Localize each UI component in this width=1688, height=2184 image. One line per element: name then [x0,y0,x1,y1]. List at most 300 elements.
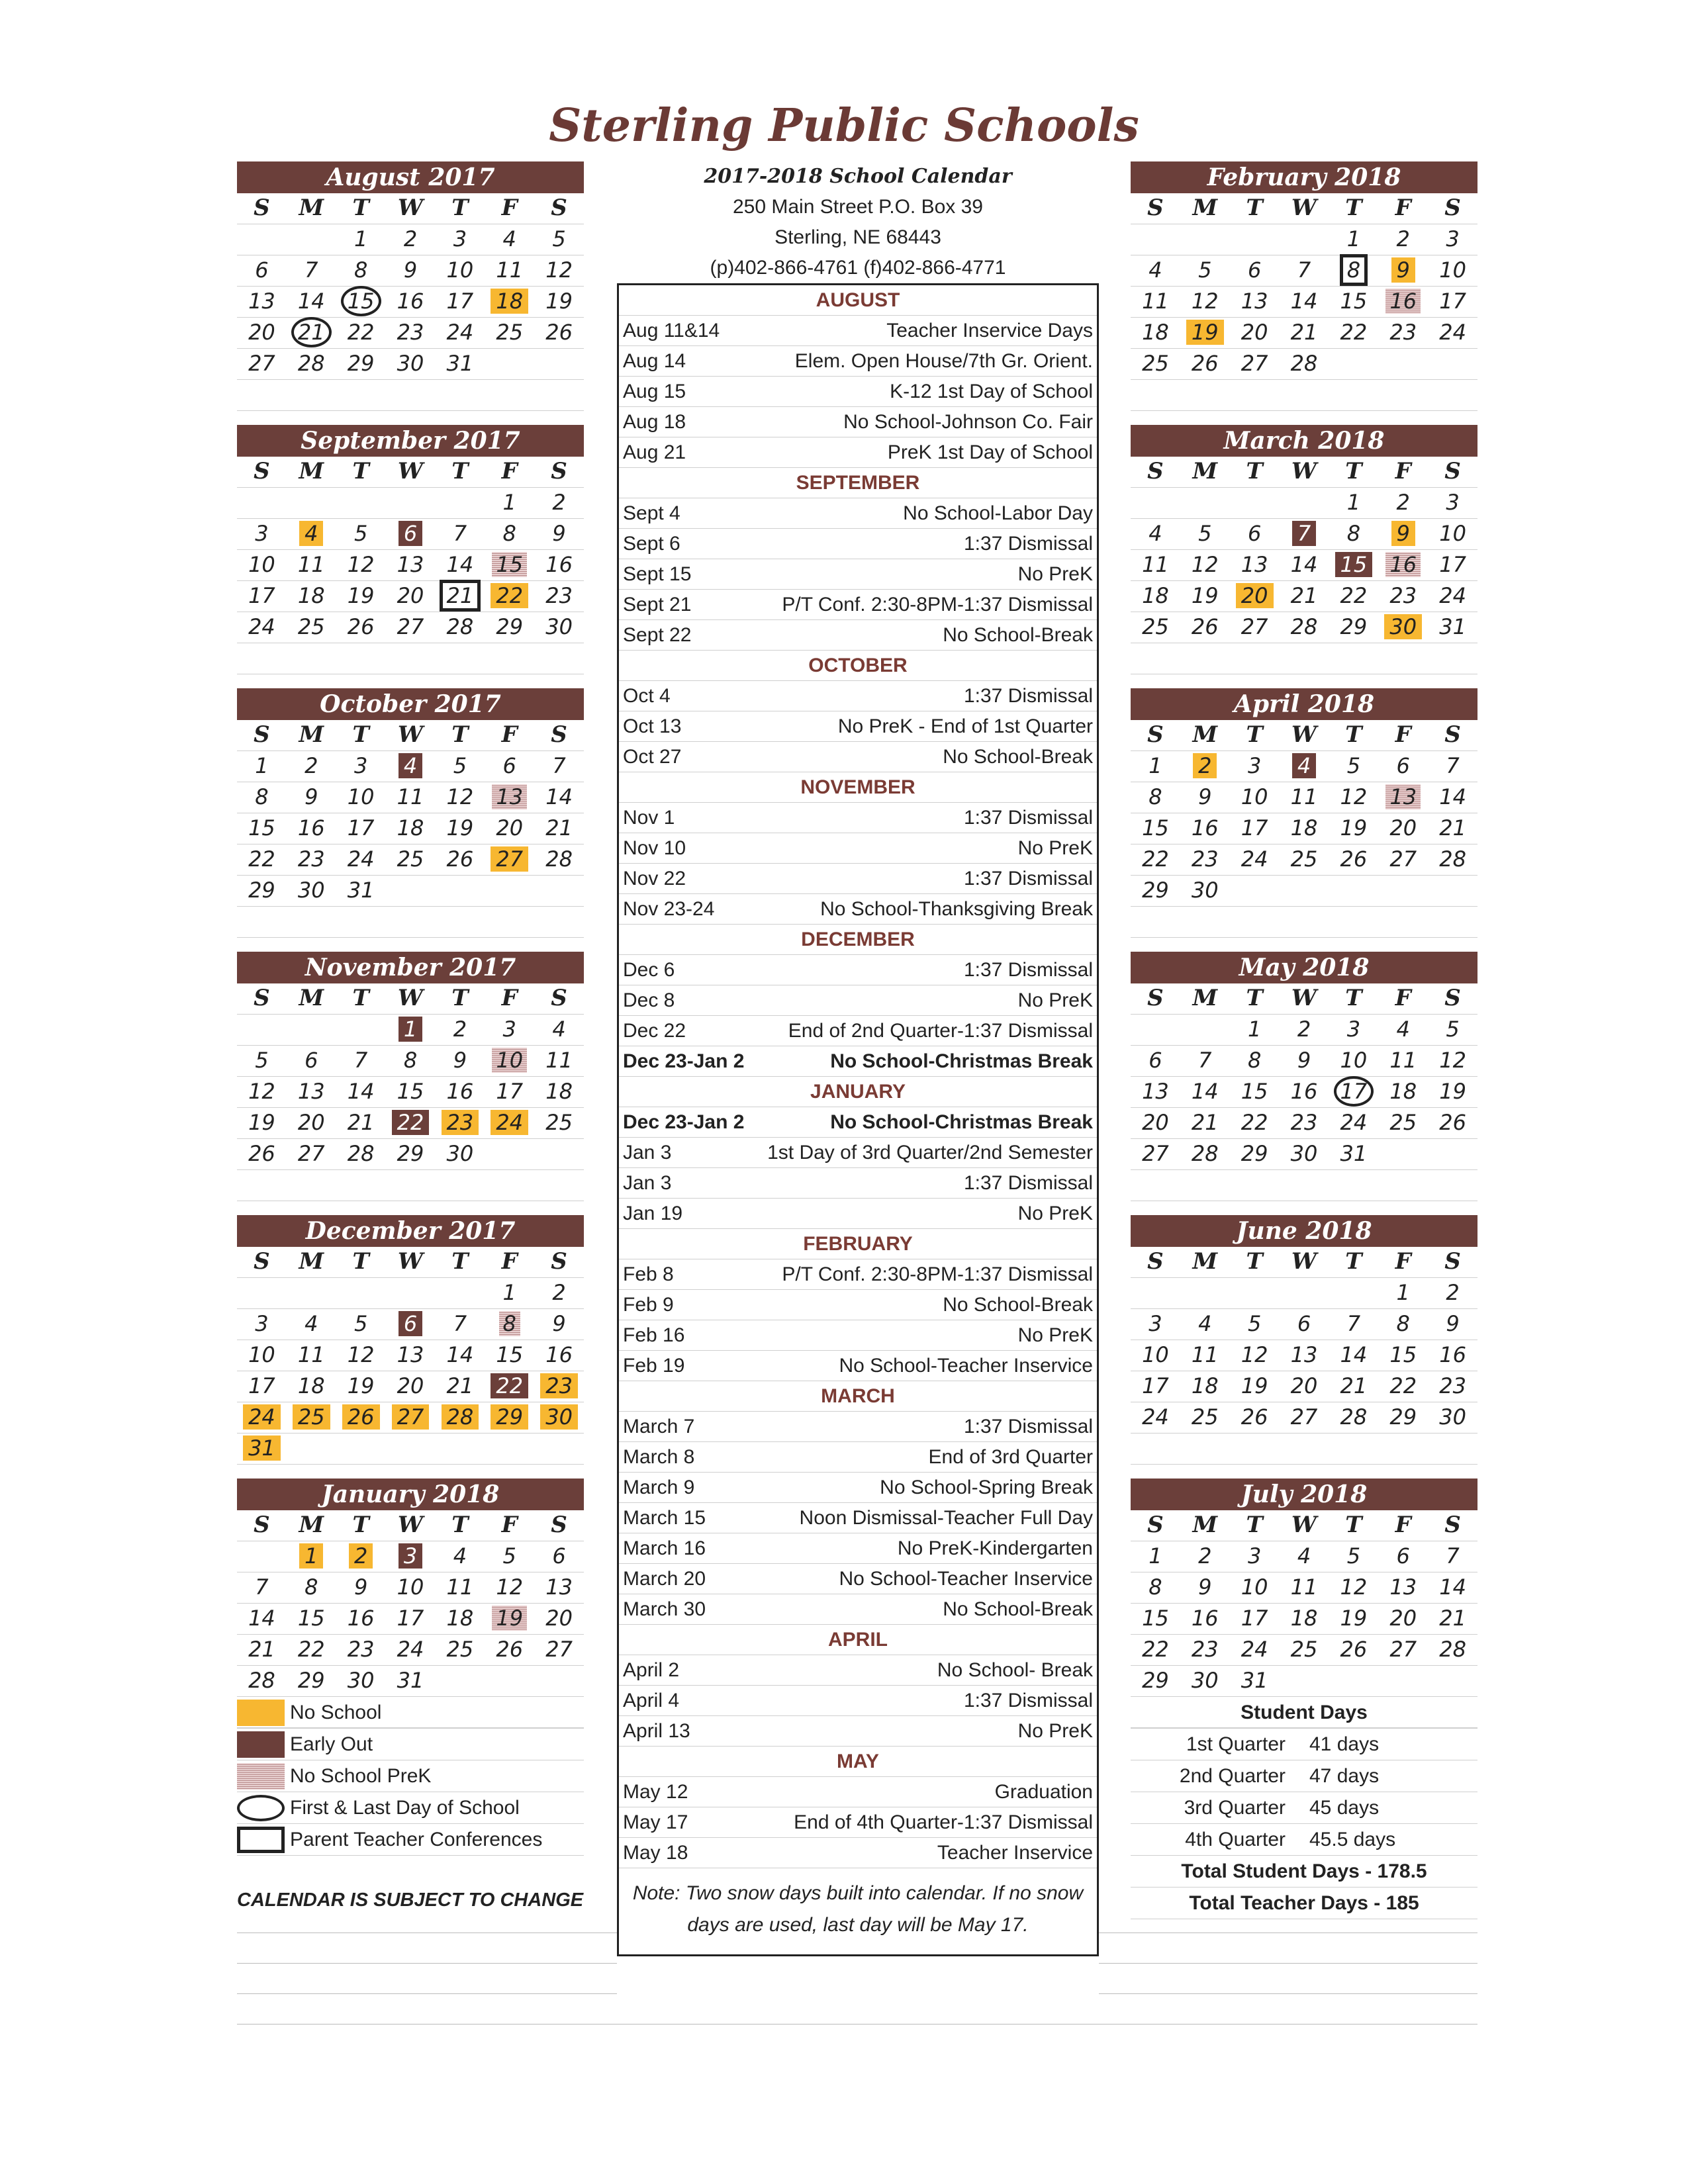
event-date: March 30 [623,1598,706,1620]
day-cell: 12 [1241,1342,1268,1367]
day-cell: 24 [1340,1110,1368,1135]
day-cell: 16 [397,289,424,314]
day-cell: 24 [237,1402,287,1433]
weekday-label: T [1246,985,1263,1011]
subject-to-change: CALENDAR IS SUBJECT TO CHANGE [237,1889,584,1911]
day-cell: 22 [485,1371,534,1402]
day-cell: 14 [1191,1079,1219,1104]
day-cell: 18 [1191,1373,1219,1398]
empty-cell [1378,907,1428,937]
weekday-label: F [501,1248,518,1275]
event-row [619,894,1097,925]
legend-swatch [237,1763,285,1790]
empty-cell [1230,907,1280,937]
weekday-label: S [1444,195,1461,221]
empty-cell [435,1666,485,1696]
weekday-label: M [1192,721,1218,748]
empty-cell [485,1170,534,1201]
empty-cell [1329,876,1378,906]
day-cell: 23 [1290,1110,1318,1135]
legend [237,1697,584,1856]
weekday-label: M [1192,1512,1218,1538]
empty-cell [287,380,336,410]
month-title: July 2018 [1131,1479,1477,1510]
day-cell: 13 [248,289,275,314]
day-cell: 9 [1378,519,1428,549]
empty-cell [1280,1666,1329,1696]
day-cell: 29 [1241,1141,1268,1166]
weekday-label: T [352,1248,369,1275]
day-cell: 28 [1439,1637,1466,1662]
event-row [619,1473,1097,1503]
month-calendar [237,1215,584,1465]
day-cell: 21 [1340,1373,1368,1398]
event-description: End of 2nd Quarter-1:37 Dismissal [788,1020,1093,1042]
day-cell: 15 [336,287,386,317]
weekday-label: M [299,195,324,221]
event-description: No School-Christmas Break [830,1111,1093,1133]
event-row [619,864,1097,894]
day-cell: 9 [1198,1574,1212,1600]
event-date: Feb 19 [623,1355,685,1377]
day-cell: 10 [1241,784,1268,809]
quarter-label: 2nd Quarter [1179,1765,1286,1787]
weekday-label: T [1246,721,1263,748]
day-cell: 5 [255,1048,269,1073]
empty-cell [1280,876,1329,906]
event-description: 1:37 Dismissal [963,533,1093,555]
day-cell: 6 [255,257,269,283]
weekday-label: T [1246,195,1263,221]
event-row [619,742,1097,772]
empty-cell [336,907,386,937]
weekday-label: S [551,195,567,221]
empty-cell [1131,488,1180,518]
quarter-days: 41 days [1309,1733,1380,1755]
event-date: Sept 22 [623,624,692,646]
day-cell: 11 [397,784,424,809]
day-cell: 18 [1142,320,1169,345]
event-row [619,681,1097,711]
empty-cell [386,907,436,937]
weekday-label: W [397,721,424,748]
city: Sterling, NE 68443 [774,226,941,248]
day-cell: 7 [1198,1048,1212,1073]
event-row [619,498,1097,529]
quarter-days: 45 days [1309,1797,1380,1819]
day-cell: 27 [397,614,424,639]
events-box [617,283,1099,1956]
empty-cell [1378,349,1428,379]
day-cell: 25 [297,614,325,639]
empty-cell [1280,224,1329,255]
event-description: No School-Break [943,746,1093,768]
month-calendar [1131,688,1477,938]
empty-cell [485,876,534,906]
day-cell: 20 [1230,581,1280,612]
day-cell: 9 [403,257,418,283]
day-cell: 26 [545,320,573,345]
event-row [619,1442,1097,1473]
empty-cell [336,1278,386,1308]
day-cell: 14 [347,1079,375,1104]
day-cell: 11 [496,257,524,283]
event-description: No School-Teacher Inservice [839,1568,1093,1590]
event-row [619,711,1097,742]
event-description: 1:37 Dismissal [963,1416,1093,1437]
weekday-label: M [299,1512,324,1538]
day-cell: 23 [1389,320,1417,345]
weekday-label: W [397,985,424,1011]
empty-cell [1428,876,1477,906]
legend-swatch [237,1795,285,1821]
day-cell: 16 [297,815,325,841]
empty-cell [237,643,287,674]
empty-cell [534,907,584,937]
event-description: Noon Dismissal-Teacher Full Day [799,1507,1093,1529]
month-calendar [237,161,584,411]
event-row [619,346,1097,377]
empty-cell [1180,643,1230,674]
empty-cell [1329,1433,1378,1464]
day-cell: 3 [255,521,269,546]
event-row [619,1777,1097,1807]
event-row [619,1716,1097,1747]
event-date: Oct 27 [623,746,682,768]
day-cell: 30 [446,1141,474,1166]
weekday-label: T [451,1512,469,1538]
event-date: March 15 [623,1507,706,1529]
day-cell: 16 [1290,1079,1318,1104]
event-date: Aug 15 [623,381,686,402]
empty-cell [1329,907,1378,937]
day-cell: 11 [297,1342,325,1367]
legend-swatch [237,1731,285,1758]
event-date: Nov 23-24 [623,898,715,920]
day-cell: 31 [237,1433,287,1464]
total-student-days: Total Student Days - 178.5 [1131,1856,1477,1888]
day-cell: 12 [1439,1048,1466,1073]
day-cell: 13 [297,1079,325,1104]
empty-cell [485,643,534,674]
day-cell: 10 [397,1574,424,1600]
event-date: March 9 [623,1477,695,1498]
day-cell: 16 [545,552,573,577]
day-cell: 10 [347,784,375,809]
day-cell: 29 [1142,878,1169,903]
day-cell: 10 [485,1046,534,1076]
weekday-label: S [1444,1248,1461,1275]
day-cell: 7 [1446,1543,1460,1569]
day-cell: 12 [1191,552,1219,577]
empty-cell [1180,488,1230,518]
day-cell: 20 [248,320,275,345]
day-cell: 22 [297,1637,325,1662]
month-title: December 2017 [237,1215,584,1247]
calendar-subtitle: 2017-2018 School Calendar [704,165,1012,188]
day-cell: 30 [347,1668,375,1693]
empty-cell [1428,1170,1477,1201]
day-cell: 11 [1142,289,1169,314]
day-cell: 19 [1340,1606,1368,1631]
day-cell: 8 [403,1048,418,1073]
day-cell: 26 [1439,1110,1466,1135]
day-cell: 8 [305,1574,318,1600]
day-cell: 8 [502,521,516,546]
weekday-label: S [1444,721,1461,748]
weekday-label: S [1444,1512,1461,1538]
day-cell: 10 [1340,1048,1368,1073]
day-cell: 24 [1142,1404,1169,1430]
event-description: No PreK-Kindergarten [897,1537,1093,1559]
day-cell: 27 [1241,614,1268,639]
day-cell: 17 [248,583,275,608]
event-description: No School- Break [937,1659,1093,1681]
day-cell: 19 [248,1110,275,1135]
day-cell: 9 [552,1311,566,1336]
day-cell: 16 [446,1079,474,1104]
day-cell: 5 [1446,1017,1460,1042]
day-cell: 16 [1378,287,1428,317]
day-cell: 24 [1241,1637,1268,1662]
empty-cell [336,488,386,518]
day-cell: 3 [353,753,368,778]
empty-cell [287,1015,336,1045]
event-date: Aug 11&14 [623,320,720,341]
weekday-label: M [1192,985,1218,1011]
day-cell: 19 [1340,815,1368,841]
day-cell: 23 [397,320,424,345]
event-row [619,1168,1097,1199]
weekday-label: S [551,721,567,748]
day-cell: 28 [1439,846,1466,872]
event-date: Sept 6 [623,533,680,555]
event-row [619,316,1097,346]
event-description: No School-Break [943,1598,1093,1620]
event-row [619,1503,1097,1533]
event-description: No PreK - End of 1st Quarter [837,715,1093,737]
day-cell: 19 [1180,318,1230,348]
day-cell: 20 [397,1373,424,1398]
month-title: October 2017 [237,688,584,720]
event-description: No PreK [1017,563,1093,585]
empty-cell [1131,380,1180,410]
event-description: Teacher Inservice [937,1842,1093,1864]
day-cell: 25 [446,1637,474,1662]
day-cell: 4 [552,1017,566,1042]
day-cell: 21 [347,1110,375,1135]
empty-cell [1180,907,1230,937]
day-cell: 14 [1290,289,1318,314]
day-cell: 22 [485,581,534,612]
day-cell: 14 [1340,1342,1368,1367]
day-cell: 25 [545,1110,573,1135]
empty-cell [1280,1170,1329,1201]
legend-label: Early Out [290,1733,373,1755]
day-cell: 6 [1247,521,1262,546]
day-cell: 13 [397,1342,424,1367]
weekday-label: F [501,721,518,748]
empty-cell [1131,1278,1180,1308]
day-cell: 14 [1439,1574,1466,1600]
address: 250 Main Street P.O. Box 39 [732,196,983,218]
day-cell: 8 [353,257,368,283]
quarter-label: 4th Quarter [1185,1829,1286,1850]
empty-cell [435,488,485,518]
day-cell: 7 [552,753,566,778]
day-cell: 29 [1142,1668,1169,1693]
event-date: April 4 [623,1690,680,1711]
phone: (p)402-866-4761 (f)402-866-4771 [710,257,1006,279]
event-month-heading: APRIL [619,1625,1097,1655]
event-date: Sept 4 [623,502,680,524]
weekday-label: T [1345,1512,1362,1538]
weekday-label: S [551,1248,567,1275]
weekday-label: F [501,985,518,1011]
event-description: 1:37 Dismissal [963,868,1093,889]
day-cell: 13 [1241,552,1268,577]
empty-cell [336,380,386,410]
day-cell: 1 [1247,1017,1262,1042]
empty-cell [1428,907,1477,937]
day-cell: 15 [397,1079,424,1104]
day-cell: 8 [255,784,269,809]
empty-cell [1180,1015,1230,1045]
weekday-label: W [1291,1512,1317,1538]
empty-cell [1230,488,1280,518]
day-cell: 18 [297,583,325,608]
event-description: 1:37 Dismissal [963,807,1093,829]
day-cell: 25 [1191,1404,1219,1430]
weekday-label: T [1345,195,1362,221]
day-cell: 12 [347,1342,375,1367]
day-cell: 10 [446,257,474,283]
day-cell: 26 [248,1141,275,1166]
event-date: Feb 8 [623,1263,674,1285]
event-row [619,985,1097,1016]
quarter-row [1131,1792,1477,1824]
day-cell: 3 [1247,1543,1262,1569]
empty-cell [485,1433,534,1464]
weekday-label: M [299,721,324,748]
empty-cell [485,380,534,410]
day-cell: 17 [1329,1077,1378,1107]
day-cell: 17 [347,815,375,841]
day-cell: 6 [1396,1543,1410,1569]
empty-cell [534,1139,584,1169]
weekday-label: W [1291,1248,1317,1275]
day-cell: 12 [248,1079,275,1104]
day-cell: 17 [1142,1373,1169,1398]
day-cell: 9 [305,784,318,809]
empty-cell [435,876,485,906]
empty-cell [1378,876,1428,906]
day-cell: 22 [347,320,375,345]
empty-cell [485,1139,534,1169]
weekday-label: M [299,1248,324,1275]
empty-cell [1428,349,1477,379]
event-description: P/T Conf. 2:30-8PM-1:37 Dismissal [782,1263,1093,1285]
day-cell: 28 [248,1668,275,1693]
event-date: Dec 22 [623,1020,686,1042]
day-cell: 1 [1149,753,1162,778]
day-cell: 26 [446,846,474,872]
day-cell: 18 [397,815,424,841]
day-cell: 5 [1346,753,1361,778]
legend-item [237,1729,584,1760]
day-cell: 3 [1247,753,1262,778]
day-cell: 2 [1396,226,1410,251]
weekday-label: M [1192,1248,1218,1275]
day-cell: 19 [1241,1373,1268,1398]
empty-cell [237,1015,287,1045]
event-description: 1st Day of 3rd Quarter/2nd Semester [767,1142,1093,1163]
month-title: May 2018 [1131,952,1477,983]
empty-cell [1378,380,1428,410]
day-cell: 18 [1290,1606,1318,1631]
day-cell: 14 [1439,784,1466,809]
event-description: No School-Spring Break [880,1477,1093,1498]
event-row [619,1016,1097,1046]
day-cell: 10 [1142,1342,1169,1367]
day-cell: 23 [1191,846,1219,872]
empty-cell [237,224,287,255]
day-cell: 29 [397,1141,424,1166]
empty-cell [435,1170,485,1201]
legend-label: First & Last Day of School [290,1796,520,1819]
event-description: No PreK [1017,837,1093,859]
day-cell: 11 [1290,784,1318,809]
event-description: 1:37 Dismissal [963,959,1093,981]
day-cell: 26 [496,1637,524,1662]
empty-cell [1280,488,1329,518]
empty-cell [1180,1433,1230,1464]
month-title: February 2018 [1131,161,1477,193]
empty-cell [1280,907,1329,937]
day-cell: 26 [1191,351,1219,376]
weekday-label: S [551,458,567,484]
event-row [619,1838,1097,1868]
day-cell: 5 [502,1543,516,1569]
day-cell: 16 [1378,550,1428,580]
empty-cell [287,1278,336,1308]
empty-cell [1180,1278,1230,1308]
event-description: No School-Break [943,1294,1093,1316]
day-cell: 25 [1142,614,1169,639]
day-cell: 27 [297,1141,325,1166]
day-cell: 15 [1241,1079,1268,1104]
empty-cell [1180,1170,1230,1201]
day-cell: 22 [1340,583,1368,608]
day-cell: 12 [446,784,474,809]
day-cell: 26 [1340,846,1368,872]
month-calendar [1131,1215,1477,1465]
month-calendar [1131,1479,1477,1728]
event-description: PreK 1st Day of School [887,441,1093,463]
weekday-label: S [1444,458,1461,484]
empty-cell [534,1433,584,1464]
day-cell: 18 [1389,1079,1417,1104]
day-cell: 22 [1241,1110,1268,1135]
day-cell: 18 [1142,583,1169,608]
day-cell: 3 [386,1541,436,1572]
day-cell: 8 [1149,784,1162,809]
day-cell: 2 [1446,1280,1460,1305]
day-cell: 21 [1290,320,1318,345]
day-cell: 27 [1290,1404,1318,1430]
event-date: May 12 [623,1781,688,1803]
empty-cell [1378,1666,1428,1696]
